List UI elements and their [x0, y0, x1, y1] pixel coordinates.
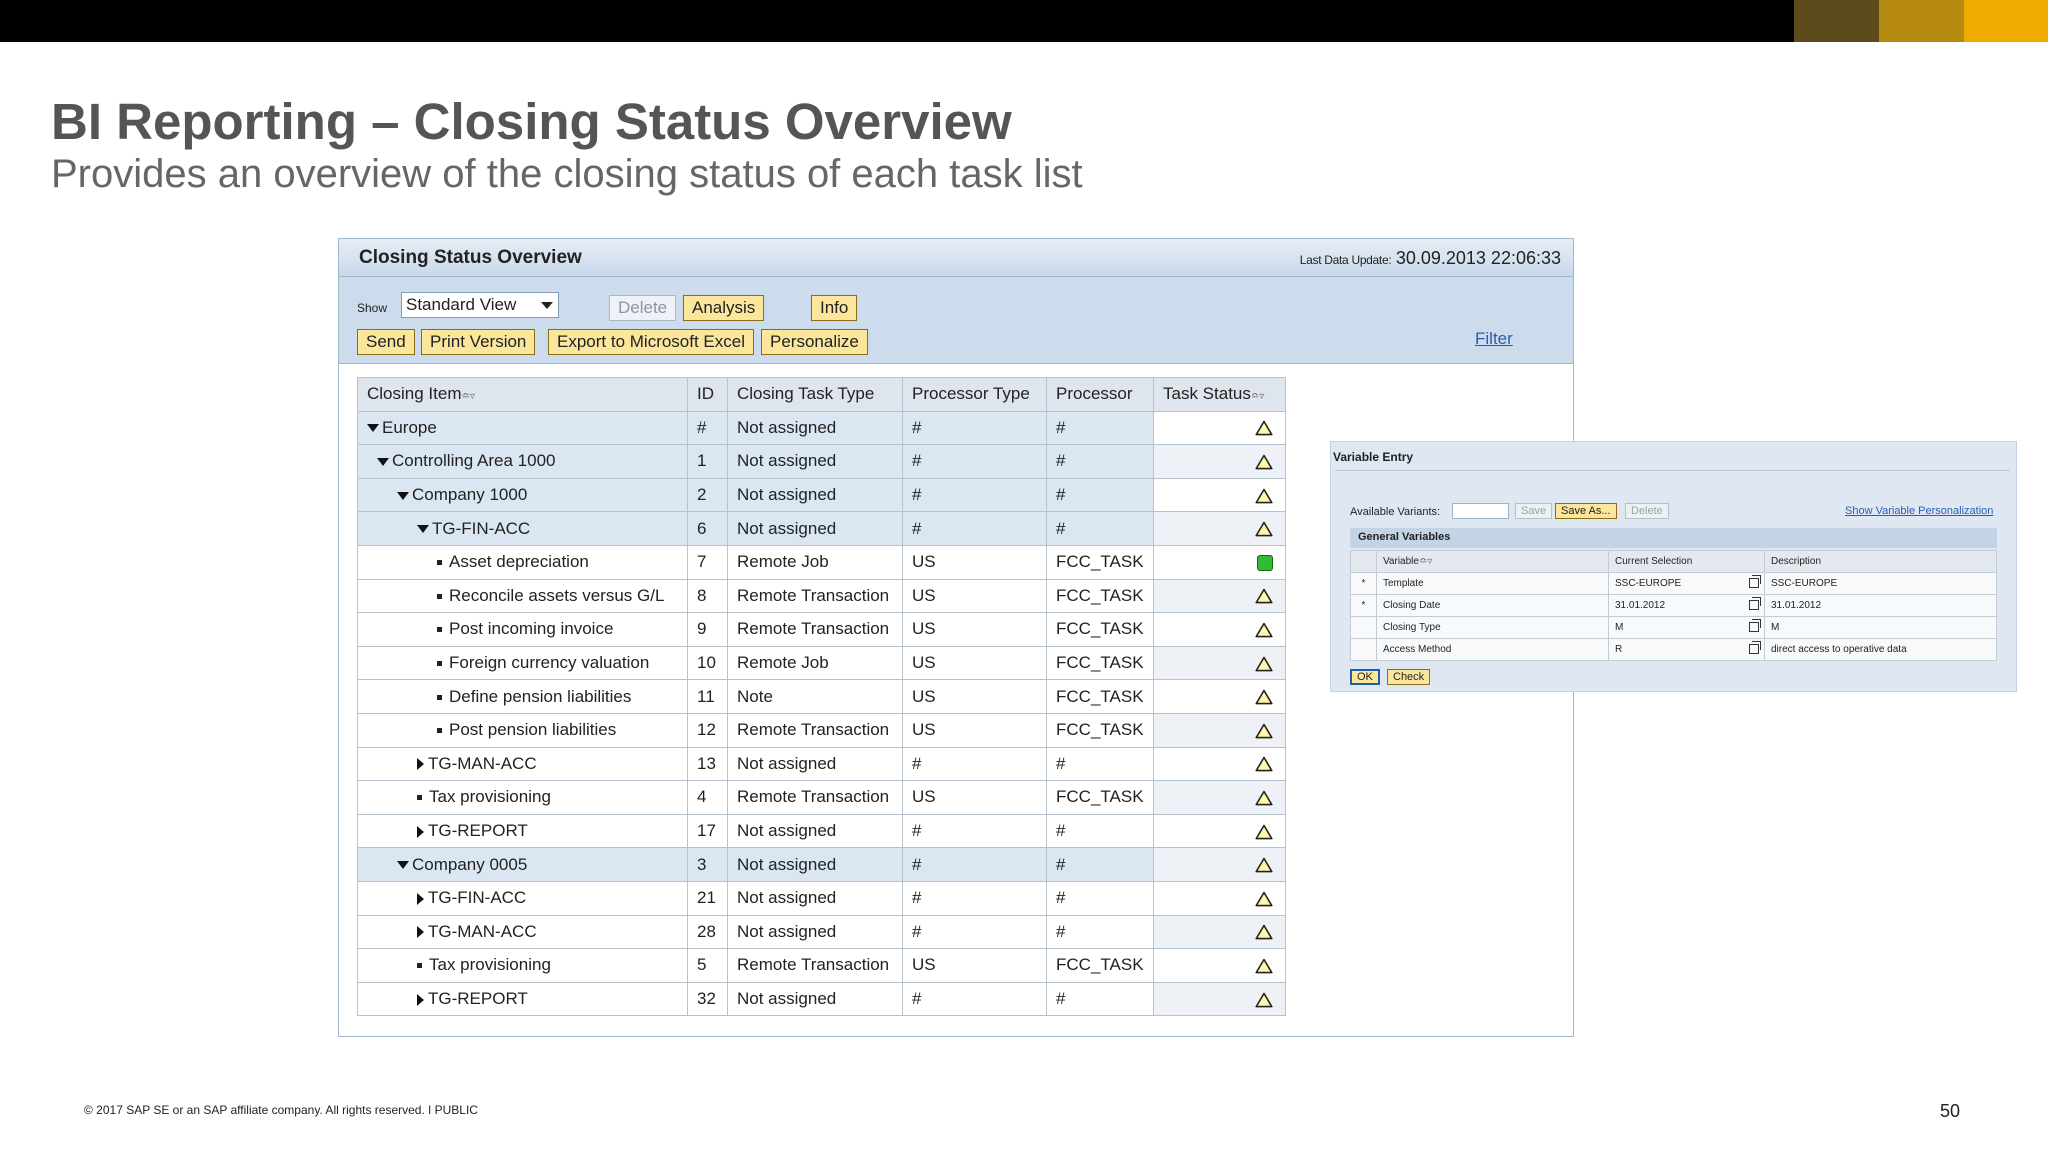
cell-task-status[interactable] — [1154, 713, 1286, 747]
cell-task-status[interactable] — [1154, 949, 1286, 983]
analysis-button[interactable]: Analysis — [683, 295, 764, 321]
cell-processor: FCC_TASK — [1047, 949, 1154, 983]
table-row[interactable] — [358, 915, 1286, 949]
cell-processor-type: US — [903, 579, 1047, 613]
table-row[interactable] — [358, 781, 1286, 815]
cell-task-type: Not assigned — [728, 881, 903, 915]
toolbar-area — [339, 277, 1573, 364]
cell-id: # — [688, 411, 728, 445]
cell-closing-item[interactable]: Tax provisioning — [358, 781, 688, 815]
print-version-button[interactable]: Print Version — [421, 329, 535, 355]
cell-task-type: Remote Transaction — [728, 613, 903, 647]
cell-processor-type: US — [903, 545, 1047, 579]
cell-processor: # — [1047, 478, 1154, 512]
cell-id: 32 — [688, 982, 728, 1016]
cell-task-type: Not assigned — [728, 478, 903, 512]
brand-stripe-1 — [1794, 0, 1879, 42]
collapse-icon[interactable] — [367, 424, 379, 432]
page-number: 50 — [1940, 1101, 1961, 1121]
cell-processor: # — [1047, 747, 1154, 781]
cell-variable: Template — [1377, 573, 1609, 595]
status-ok-icon — [1257, 555, 1273, 571]
sort-icon[interactable]: ≏▿ — [461, 391, 475, 403]
top-brand-bar — [0, 0, 2048, 42]
cell-task-status[interactable] — [1154, 982, 1286, 1016]
personalize-button[interactable]: Personalize — [761, 329, 868, 355]
bullet-icon — [417, 795, 422, 800]
col-closing-task-type[interactable]: Closing Task Type — [728, 378, 903, 412]
table-row[interactable] — [358, 982, 1286, 1016]
warning-icon — [1255, 488, 1273, 504]
collapse-icon[interactable] — [397, 492, 409, 500]
cell-processor: # — [1047, 411, 1154, 445]
bullet-icon — [417, 963, 422, 968]
cell-id: 11 — [688, 680, 728, 714]
cell-description: 31.01.2012 — [1765, 595, 1997, 617]
delete-button[interactable]: Delete — [609, 295, 676, 321]
cell-closing-item[interactable]: Post pension liabilities — [358, 713, 688, 747]
cell-task-status[interactable] — [1154, 915, 1286, 949]
warning-icon — [1255, 924, 1273, 940]
variable-entry-title: Variable Entry — [1333, 450, 1414, 464]
cell-task-type: Remote Transaction — [728, 579, 903, 613]
last-update — [1300, 248, 1561, 269]
cell-closing-item[interactable]: Foreign currency valuation — [358, 646, 688, 680]
cell-closing-item[interactable]: Post incoming invoice — [358, 613, 688, 647]
warning-icon — [1255, 420, 1273, 436]
cell-task-status[interactable] — [1154, 814, 1286, 848]
cell-closing-item[interactable]: Controlling Area 1000 — [358, 445, 688, 479]
cell-id: 7 — [688, 545, 728, 579]
warning-icon — [1255, 521, 1273, 537]
expand-icon[interactable] — [417, 926, 424, 938]
filter-link[interactable]: Filter — [1475, 329, 1513, 348]
cell-variable: Closing Date — [1377, 595, 1609, 617]
cell-task-type: Remote Job — [728, 545, 903, 579]
chevron-down-icon[interactable] — [541, 302, 553, 309]
col-required-marker — [1351, 551, 1377, 573]
cell-task-status[interactable] — [1154, 680, 1286, 714]
divider — [1335, 470, 2010, 471]
general-variables-table — [1350, 550, 1997, 661]
bullet-icon — [437, 594, 442, 599]
warning-icon — [1255, 824, 1273, 840]
cell-variable: Access Method — [1377, 639, 1609, 661]
cell-processor: # — [1047, 814, 1154, 848]
cell-id: 1 — [688, 445, 728, 479]
cell-id: 4 — [688, 781, 728, 815]
send-button[interactable]: Send — [357, 329, 415, 355]
value-help-icon[interactable] — [1749, 622, 1759, 632]
available-variants-input[interactable] — [1452, 503, 1509, 519]
cell-processor-type: # — [903, 982, 1047, 1016]
cell-task-status[interactable] — [1154, 613, 1286, 647]
cell-id: 6 — [688, 512, 728, 546]
brand-stripe-3 — [1964, 0, 2048, 42]
table-row — [1351, 617, 1997, 639]
cell-task-type: Note — [728, 680, 903, 714]
table-row[interactable] — [358, 680, 1286, 714]
table-row[interactable] — [358, 512, 1286, 546]
warning-icon — [1255, 958, 1273, 974]
cell-processor: FCC_TASK — [1047, 646, 1154, 680]
cell-closing-item[interactable]: Tax provisioning — [358, 949, 688, 983]
cell-closing-item[interactable]: Reconcile assets versus G/L — [358, 579, 688, 613]
expand-icon[interactable] — [417, 758, 424, 770]
warning-icon — [1255, 790, 1273, 806]
slide-title: BI Reporting – Closing Status Overview — [51, 93, 1012, 150]
cell-task-status[interactable] — [1154, 411, 1286, 445]
cell-id: 13 — [688, 747, 728, 781]
table-row[interactable] — [358, 814, 1286, 848]
export-excel-button[interactable]: Export to Microsoft Excel — [548, 329, 754, 355]
sort-icon[interactable]: ≏▿ — [1250, 391, 1265, 403]
cell-processor: FCC_TASK — [1047, 781, 1154, 815]
show-label: Show — [357, 301, 388, 315]
cell-processor-type: # — [903, 915, 1047, 949]
cell-task-status[interactable] — [1154, 881, 1286, 915]
view-select-value: Standard View — [406, 295, 517, 314]
cell-processor-type: US — [903, 646, 1047, 680]
cell-processor-type: # — [903, 445, 1047, 479]
warning-icon — [1255, 689, 1273, 705]
cell-task-status[interactable] — [1154, 512, 1286, 546]
cell-closing-item[interactable]: TG-MAN-ACC — [358, 747, 688, 781]
cell-description: M — [1765, 617, 1997, 639]
cell-id: 12 — [688, 713, 728, 747]
table-row[interactable] — [358, 646, 1286, 680]
general-variables-heading: General Variables — [1350, 528, 1997, 548]
cell-closing-item[interactable]: TG-REPORT — [358, 814, 688, 848]
expand-icon[interactable] — [417, 994, 424, 1006]
cell-processor: FCC_TASK — [1047, 579, 1154, 613]
cell-id: 9 — [688, 613, 728, 647]
required-marker: * — [1351, 573, 1377, 595]
cell-processor-type: US — [903, 713, 1047, 747]
cell-processor: FCC_TASK — [1047, 713, 1154, 747]
copyright-footer: © 2017 SAP SE or an SAP affiliate company. All rights reserved. ǀ PUBLIC — [84, 1103, 478, 1117]
slide-subtitle: Provides an overview of the closing status of each task list — [51, 152, 1083, 196]
available-variants-label: Available Variants: — [1350, 506, 1441, 518]
table-row — [1351, 573, 1997, 595]
bullet-icon — [437, 661, 442, 666]
cell-task-type: Not assigned — [728, 814, 903, 848]
show-variable-personalization-link[interactable]: Show Variable Personalization — [1845, 505, 1994, 517]
cell-closing-item[interactable]: TG-FIN-ACC — [358, 881, 688, 915]
cell-processor: # — [1047, 445, 1154, 479]
col-id[interactable]: ID — [688, 378, 728, 412]
info-button[interactable]: Info — [811, 295, 857, 321]
cell-closing-item[interactable]: Asset depreciation — [358, 545, 688, 579]
variable-entry-dialog — [1330, 441, 2017, 692]
panel-header — [339, 239, 1573, 277]
cell-id: 17 — [688, 814, 728, 848]
variant-delete-button[interactable]: Delete — [1625, 503, 1669, 519]
cell-task-status[interactable] — [1154, 781, 1286, 815]
cell-task-type: Not assigned — [728, 982, 903, 1016]
cell-processor: FCC_TASK — [1047, 545, 1154, 579]
cell-processor-type: US — [903, 613, 1047, 647]
cell-current-selection[interactable]: R — [1609, 639, 1765, 661]
value-help-icon[interactable] — [1749, 578, 1759, 588]
cell-description: SSC-EUROPE — [1765, 573, 1997, 595]
cell-processor-type: # — [903, 747, 1047, 781]
cell-task-status[interactable] — [1154, 848, 1286, 882]
cell-id: 5 — [688, 949, 728, 983]
cell-id: 10 — [688, 646, 728, 680]
cell-id: 2 — [688, 478, 728, 512]
cell-current-selection[interactable]: 31.01.2012 — [1609, 595, 1765, 617]
last-update-label: Last Data Update: — [1299, 253, 1392, 267]
col-processor-type[interactable]: Processor Type — [903, 378, 1047, 412]
cell-closing-item[interactable]: Company 1000 — [358, 478, 688, 512]
cell-variable: Closing Type — [1377, 617, 1609, 639]
cell-processor: # — [1047, 982, 1154, 1016]
cell-task-type: Not assigned — [728, 445, 903, 479]
warning-icon — [1255, 454, 1273, 470]
cell-processor-type: # — [903, 512, 1047, 546]
required-marker: * — [1351, 595, 1377, 617]
cell-task-type: Remote Transaction — [728, 949, 903, 983]
closing-items-table — [357, 377, 1286, 1016]
check-button[interactable]: Check — [1387, 669, 1430, 685]
cell-closing-item[interactable]: Define pension liabilities — [358, 680, 688, 714]
bullet-icon — [437, 560, 442, 565]
col-variable[interactable]: Variable≏▿ — [1377, 551, 1609, 573]
cell-closing-item[interactable]: TG-REPORT — [358, 982, 688, 1016]
table-row[interactable] — [358, 545, 1286, 579]
cell-processor-type: # — [903, 814, 1047, 848]
view-select[interactable] — [401, 292, 559, 318]
warning-icon — [1255, 891, 1273, 907]
cell-id: 28 — [688, 915, 728, 949]
col-closing-item[interactable]: Closing Item≏▿ — [358, 378, 688, 412]
table-row[interactable] — [358, 949, 1286, 983]
bullet-icon — [437, 728, 442, 733]
cell-task-status[interactable] — [1154, 579, 1286, 613]
cell-processor-type: US — [903, 781, 1047, 815]
collapse-icon[interactable] — [377, 458, 389, 466]
table-row — [1351, 595, 1997, 617]
table-row[interactable] — [358, 411, 1286, 445]
cell-current-selection[interactable]: SSC-EUROPE — [1609, 573, 1765, 595]
table-row — [1351, 639, 1997, 661]
cell-processor-type: US — [903, 680, 1047, 714]
cell-processor-type: # — [903, 478, 1047, 512]
table-row[interactable] — [358, 881, 1286, 915]
cell-task-type: Remote Transaction — [728, 781, 903, 815]
cell-closing-item[interactable]: TG-MAN-ACC — [358, 915, 688, 949]
cell-task-type: Not assigned — [728, 411, 903, 445]
bullet-icon — [437, 627, 442, 632]
required-marker — [1351, 617, 1377, 639]
expand-icon[interactable] — [417, 893, 424, 905]
last-update-value: 30.09.2013 22:06:33 — [1395, 248, 1561, 268]
bullet-icon — [437, 695, 442, 700]
cell-id: 8 — [688, 579, 728, 613]
table-row[interactable] — [358, 613, 1286, 647]
cell-task-status[interactable] — [1154, 545, 1286, 579]
col-processor[interactable]: Processor — [1047, 378, 1154, 412]
cell-id: 21 — [688, 881, 728, 915]
cell-processor-type: # — [903, 411, 1047, 445]
cell-processor: # — [1047, 915, 1154, 949]
warning-icon — [1255, 857, 1273, 873]
table-row[interactable] — [358, 747, 1286, 781]
cell-task-type: Remote Transaction — [728, 713, 903, 747]
expand-icon[interactable] — [417, 826, 424, 838]
table-header-row — [1351, 551, 1997, 573]
table-header-row — [358, 378, 1286, 412]
collapse-icon[interactable] — [417, 525, 429, 533]
table-row[interactable] — [358, 579, 1286, 613]
value-help-icon[interactable] — [1749, 644, 1759, 654]
cell-task-type: Not assigned — [728, 848, 903, 882]
cell-processor: FCC_TASK — [1047, 680, 1154, 714]
col-current-selection[interactable]: Current Selection — [1609, 551, 1765, 573]
cell-task-type: Not assigned — [728, 747, 903, 781]
cell-processor: # — [1047, 881, 1154, 915]
required-marker — [1351, 639, 1377, 661]
warning-icon — [1255, 756, 1273, 772]
cell-processor-type: # — [903, 881, 1047, 915]
table-row[interactable] — [358, 445, 1286, 479]
cell-description: direct access to operative data — [1765, 639, 1997, 661]
brand-stripe-2 — [1879, 0, 1964, 42]
cell-processor: # — [1047, 512, 1154, 546]
col-task-status[interactable]: Task Status≏▿ — [1154, 378, 1286, 412]
warning-icon — [1255, 723, 1273, 739]
cell-task-type: Remote Job — [728, 646, 903, 680]
col-description[interactable]: Description — [1765, 551, 1997, 573]
cell-task-type: Not assigned — [728, 915, 903, 949]
value-help-icon[interactable] — [1749, 600, 1759, 610]
variant-save-button[interactable]: Save — [1515, 503, 1552, 519]
cell-current-selection[interactable]: M — [1609, 617, 1765, 639]
warning-icon — [1255, 622, 1273, 638]
warning-icon — [1255, 992, 1273, 1008]
cell-processor: # — [1047, 848, 1154, 882]
cell-task-status[interactable] — [1154, 478, 1286, 512]
cell-id: 3 — [688, 848, 728, 882]
cell-closing-item[interactable]: Europe — [358, 411, 688, 445]
sort-icon[interactable]: ≏▿ — [1418, 556, 1433, 567]
cell-task-status[interactable] — [1154, 646, 1286, 680]
cell-task-status[interactable] — [1154, 747, 1286, 781]
cell-task-type: Not assigned — [728, 512, 903, 546]
cell-task-status[interactable] — [1154, 445, 1286, 479]
collapse-icon[interactable] — [397, 861, 409, 869]
cell-closing-item[interactable]: Company 0005 — [358, 848, 688, 882]
panel-title: Closing Status Overview — [359, 247, 582, 268]
variant-save-as-button[interactable]: Save As... — [1555, 503, 1617, 519]
warning-icon — [1255, 588, 1273, 604]
cell-processor: FCC_TASK — [1047, 613, 1154, 647]
cell-closing-item[interactable]: TG-FIN-ACC — [358, 512, 688, 546]
ok-button[interactable]: OK — [1350, 669, 1380, 685]
table-row[interactable] — [358, 713, 1286, 747]
warning-icon — [1255, 656, 1273, 672]
table-row[interactable] — [358, 848, 1286, 882]
table-row[interactable] — [358, 478, 1286, 512]
cell-processor-type: US — [903, 949, 1047, 983]
cell-processor-type: # — [903, 848, 1047, 882]
